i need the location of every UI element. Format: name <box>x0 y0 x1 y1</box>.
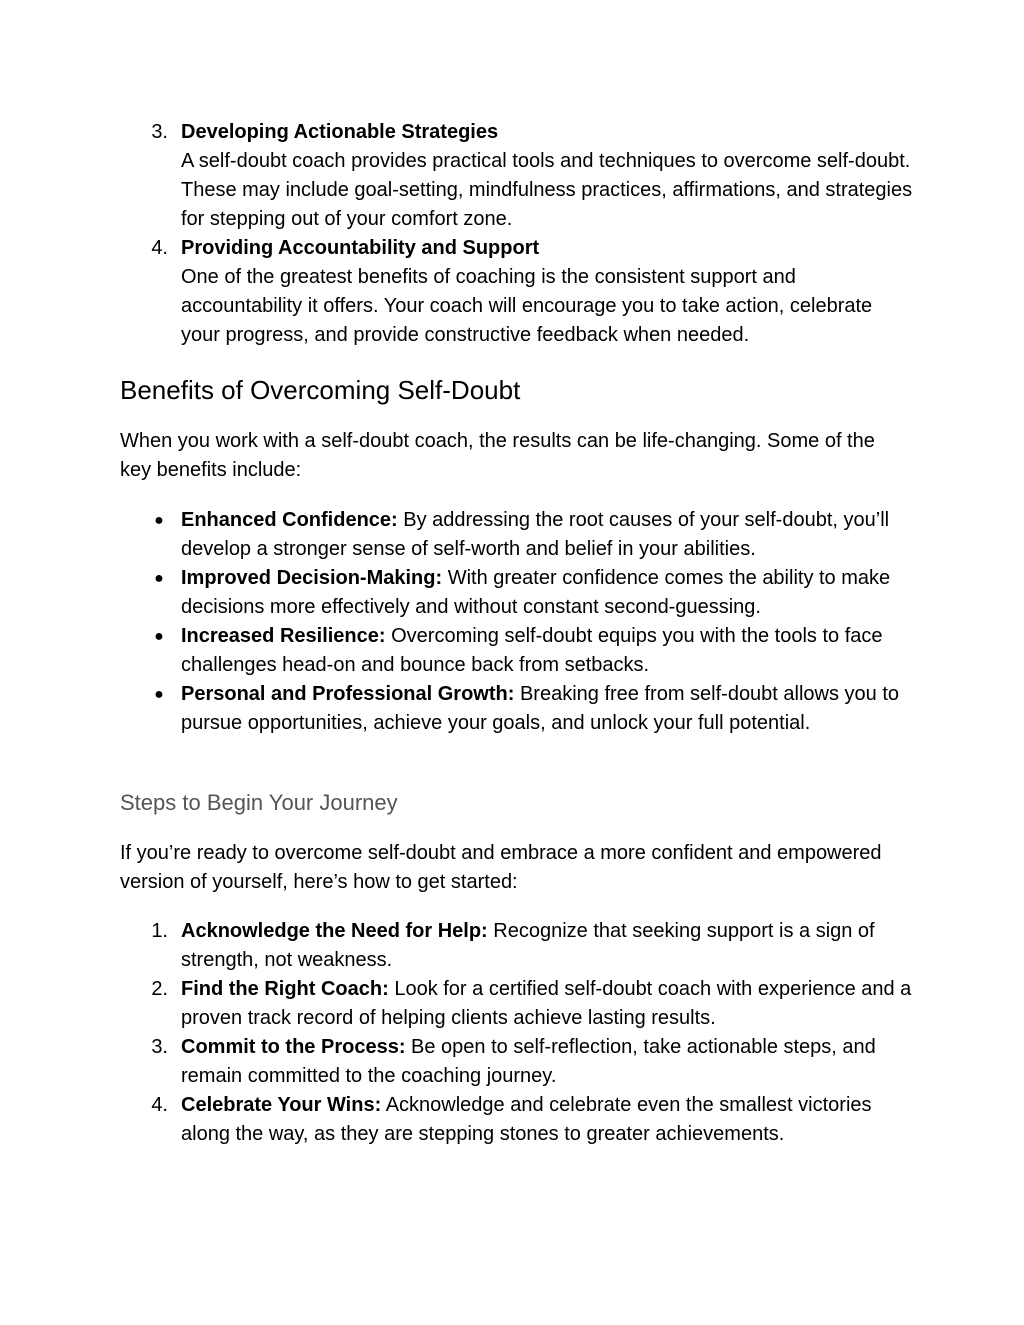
steps-intro: If you’re ready to overcome self-doubt and embrace a more confident and empowered version of yourself, here’s how to get started: <box>120 842 882 893</box>
list-item <box>0 917 1024 975</box>
list-item-body: Be open to self-reflection, take actionable steps, and remain committed to the coaching journey. <box>181 1036 876 1087</box>
bullet-item-body: Breaking free from self-doubt allows you to pursue opportunities, achieve your goals, and unlock your full potential. <box>181 683 900 734</box>
steps-numbered-list <box>0 917 1024 1149</box>
bullet-icon: ● <box>154 628 164 645</box>
list-number: 3. <box>151 1036 168 1058</box>
bullet-item-title: Increased Resilience: <box>181 625 386 647</box>
bullet-item <box>0 622 1024 680</box>
list-item-body: One of the greatest benefits of coaching is the consistent support and accountability it offers. Your coach will encourage you to take action, celebrate your progress, and provide constructive feedback when needed. <box>181 266 873 346</box>
bullet-item-title: Enhanced Confidence: <box>181 509 398 531</box>
list-item <box>0 1033 1024 1091</box>
list-item-title: Providing Accountability and Support <box>181 237 540 259</box>
list-item <box>0 975 1024 1033</box>
bullet-item <box>0 506 1024 564</box>
top-numbered-list <box>0 118 1024 350</box>
list-item-title: Find the Right Coach: <box>181 978 389 1000</box>
bullet-item-body: Overcoming self-doubt equips you with the tools to face challenges head-on and bounce back from setbacks. <box>181 625 883 676</box>
list-item <box>0 1091 1024 1149</box>
list-number: 3. <box>151 121 168 143</box>
list-number: 4. <box>151 1094 168 1116</box>
list-item <box>0 118 1024 234</box>
list-item <box>0 234 1024 350</box>
bullet-item-body: By addressing the root causes of your self-doubt, you’ll develop a stronger sense of self-worth and belief in your abilities. <box>181 509 890 560</box>
list-item-title: Commit to the Process: <box>181 1036 406 1058</box>
list-item-body: Acknowledge and celebrate even the smallest victories along the way, as they are stepping stones to greater achievements. <box>181 1094 872 1145</box>
list-item-body: A self-doubt coach provides practical tools and techniques to overcome self-doubt. These may include goal-setting, mindfulness practices, affirmations, and strategies for stepping out of your comfort zone. <box>181 150 913 230</box>
benefits-heading: Benefits of Overcoming Self-Doubt <box>120 375 521 405</box>
steps-heading: Steps to Begin Your Journey <box>120 790 398 815</box>
list-number: 4. <box>151 237 168 259</box>
bullet-icon: ● <box>154 512 164 529</box>
bullet-item-body: With greater confidence comes the ability to make decisions more effectively and without constant second-guessing. <box>181 567 891 618</box>
list-item-title: Celebrate Your Wins: <box>181 1094 382 1116</box>
bullet-item-title: Personal and Professional Growth: <box>181 683 515 705</box>
bullet-item <box>0 680 1024 738</box>
list-item-title: Developing Actionable Strategies <box>181 121 499 143</box>
list-item-body: Look for a certified self-doubt coach with experience and a proven track record of helping clients achieve lasting results. <box>181 978 912 1029</box>
bullet-icon: ● <box>154 570 164 587</box>
bullet-item <box>0 564 1024 622</box>
benefits-intro: When you work with a self-doubt coach, the results can be life-changing. Some of the key benefits include: <box>120 430 875 481</box>
bullet-icon: ● <box>154 686 164 703</box>
list-item-body: Recognize that seeking support is a sign of strength, not weakness. <box>181 920 875 971</box>
list-number: 2. <box>151 978 168 1000</box>
bullet-item-title: Improved Decision-Making: <box>181 567 443 589</box>
benefits-bullet-list <box>0 506 1024 738</box>
list-item-title: Acknowledge the Need for Help: <box>181 920 488 942</box>
list-number: 1. <box>151 920 168 942</box>
